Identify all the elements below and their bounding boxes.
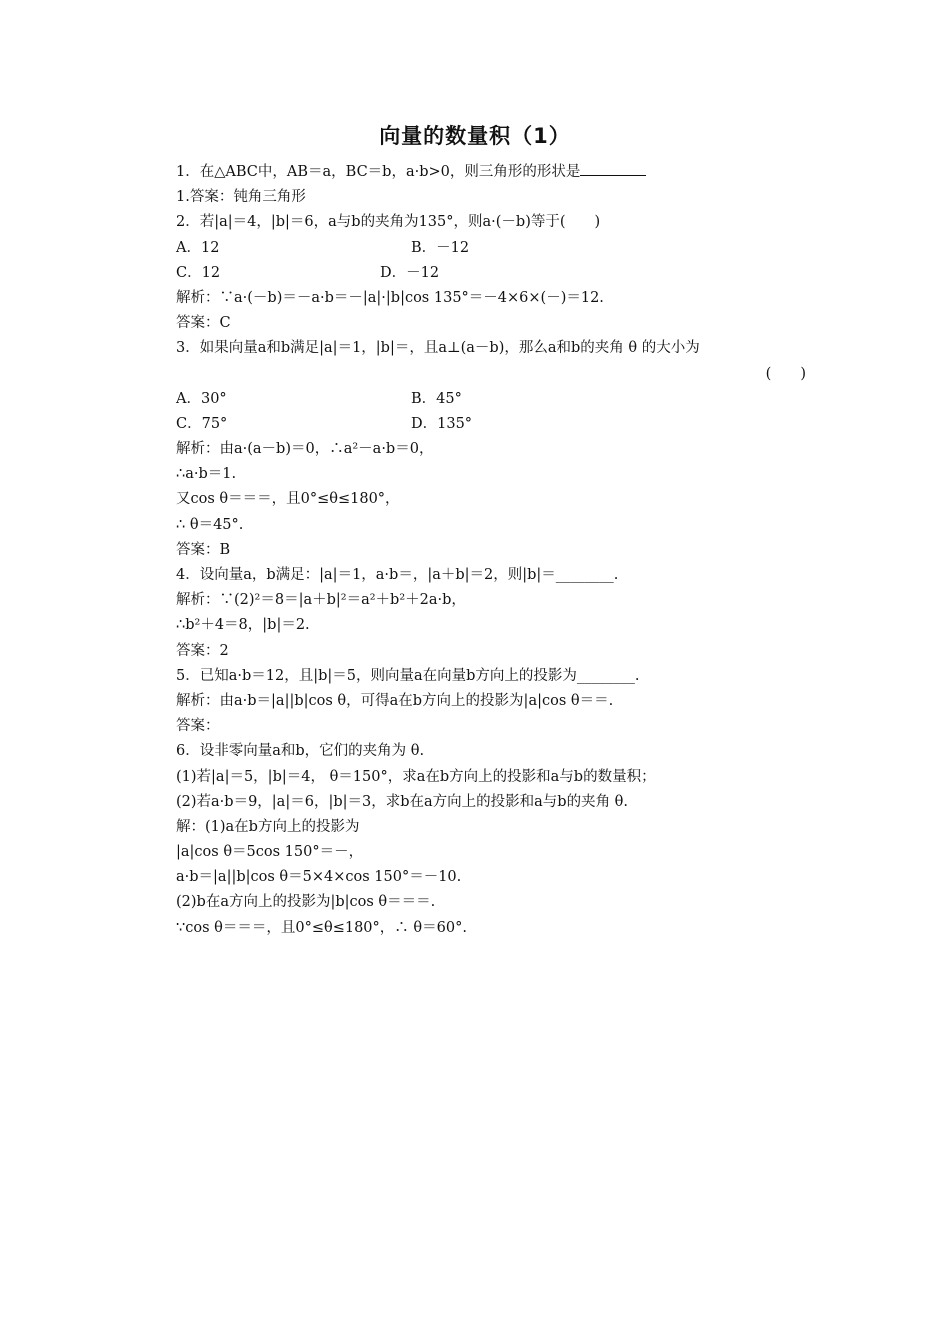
question-6-part-2: (2)若a·b＝9，|a|＝6，|b|＝3，求b在a方向上的投影和a与b的夹角 θ. (176, 793, 629, 810)
option-d: D．135° (411, 415, 473, 432)
question-5: 5．已知a·b＝12，且|b|＝5，则向量a在向量b方向上的投影为________. (176, 667, 640, 684)
option-a: A．12 (176, 239, 220, 256)
option-c: C．75° (176, 415, 228, 432)
solution-4-line-1: 解析：∵(2)²＝8＝|a＋b|²＝a²＋b²＋2a·b， (176, 592, 466, 609)
answer-blank (580, 161, 646, 176)
solution-4-line-2: ∴b²＋4＝8，|b|＝2. (176, 617, 310, 634)
question-3-options-row-2 (176, 412, 826, 437)
solution-3-line-4: ∴ θ＝45°. (176, 516, 244, 533)
answer-1: 1.答案：钝角三角形 (176, 189, 306, 206)
option-d: D．－12 (380, 264, 440, 281)
solution-6-line-5: ∵cos θ＝＝＝，且0°≤θ≤180°，∴ θ＝60°. (176, 919, 467, 936)
answer-4: 答案：2 (176, 642, 229, 659)
question-2-options-row-2 (176, 261, 826, 286)
question-4: 4．设向量a，b满足：|a|＝1，a·b＝，|a＋b|＝2，则|b|＝________. (176, 567, 619, 583)
solution-3-line-2: ∴a·b＝1. (176, 466, 237, 483)
question-1 (176, 160, 826, 185)
answer-2: 答案：C (176, 315, 231, 332)
option-b: B．45° (411, 390, 462, 407)
question-2-options-row-1 (176, 236, 826, 261)
solution-6-line-2: |a|cos θ＝5cos 150°＝－， (176, 844, 364, 861)
document-title: 向量的数量积（1） (379, 124, 571, 148)
solution-2: 解析：∵a·(－b)＝－a·b＝－|a|·|b|cos 135°＝－4×6×(－)＝12. (176, 289, 604, 306)
question-1-text: 1．在△ABC中，AB＝a，BC＝b，a·b>0，则三角形的形状是 (176, 164, 581, 180)
solution-3-line-3: 又cos θ＝＝＝，且0°≤θ≤180°， (176, 491, 400, 508)
option-a: A．30° (176, 390, 227, 407)
option-b: B．－12 (411, 239, 470, 256)
answer-5: 答案： (176, 718, 220, 735)
question-3: 3．如果向量a和b满足|a|＝1，|b|＝，且a⊥(a－b)，那么a和b的夹角 θ 的大小为 (176, 340, 700, 357)
question-3-answer-bracket: ( ) (765, 365, 806, 382)
solution-3-line-1: 解析：由a·(a－b)＝0，∴a²－a·b＝0， (176, 441, 434, 458)
question-6: 6．设非零向量a和b，它们的夹角为 θ. (176, 743, 425, 760)
answer-3: 答案：B (176, 541, 231, 558)
document-body (176, 160, 826, 941)
solution-5: 解析：由a·b＝|a||b|cos θ，可得a在b方向上的投影为|a|cos θ＝＝. (176, 692, 614, 709)
option-c: C．12 (176, 264, 221, 281)
question-2: 2．若|a|＝4，|b|＝6，a与b的夹角为135°，则a·(－b)等于( ) (176, 214, 601, 231)
question-6-part-1: (1)若|a|＝5，|b|＝4， θ＝150°，求a在b方向上的投影和a与b的数量积； (176, 768, 656, 785)
question-3-options-row-1 (176, 387, 826, 412)
solution-6-line-4: (2)b在a方向上的投影为|b|cos θ＝＝＝. (176, 894, 436, 911)
solution-6-line-1: 解：(1)a在b方向上的投影为 (176, 818, 360, 835)
solution-6-line-3: a·b＝|a||b|cos θ＝5×4×cos 150°＝－10. (176, 869, 462, 886)
